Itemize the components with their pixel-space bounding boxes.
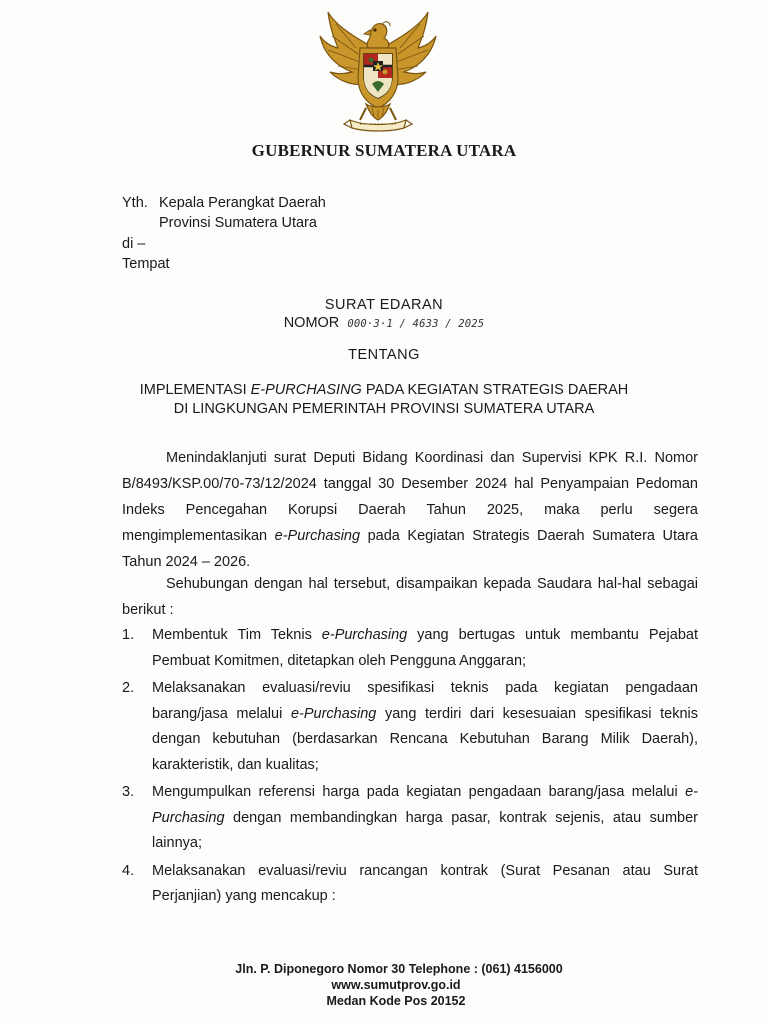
letterhead-footer xyxy=(0,961,768,1009)
document-number xyxy=(0,314,768,334)
document-type-heading: SURAT EDARAN xyxy=(324,297,444,313)
list-item-text: Mengumpulkan referensi harga pada kegiatan pengadaan barang/jasa melalui e-Purchasing dengan membandingkan harga pasar, kontrak sejenis, atau sumber lainnya; xyxy=(152,784,698,851)
instruction-list xyxy=(122,623,698,912)
paragraph-intro-list: Sehubungan dengan hal tersebut, disampaikan kepada Saudara hal-hal sebagai berikut : xyxy=(122,576,698,618)
subject-line2: DI LINGKUNGAN PEMERINTAH PROVINSI SUMATERA UTARA xyxy=(173,401,595,417)
list-item xyxy=(122,780,698,857)
list-item-text: Melaksanakan evaluasi/reviu rancangan kontrak (Surat Pesanan atau Surat Perjanjian) yang mencakup : xyxy=(152,862,698,904)
list-item-number: 3. xyxy=(122,784,135,800)
list-item-number: 1. xyxy=(122,627,135,643)
list-item xyxy=(122,859,698,910)
recipient-label: Yth. xyxy=(122,195,148,211)
subject-line1: IMPLEMENTASI E-PURCHASING PADA KEGIATAN STRATEGIS DAERAH xyxy=(139,382,629,398)
footer-website: www.sumutprov.go.id xyxy=(331,978,461,992)
list-item-number: 2. xyxy=(122,680,135,696)
letterhead-institution: GUBERNUR SUMATERA UTARA xyxy=(251,141,517,160)
document-number-handwritten: 000·3·1 / 4633 / 2025 xyxy=(347,318,485,330)
paragraph-opening: Menindaklanjuti surat Deputi Bidang Koordinasi dan Supervisi KPK R.I. Nomor B/8493/KSP.00/70-73/12/2024 tanggal 30 Desember 2024 hal Penyampaian Pedoman Indeks Pencegahan Korupsi Daerah Tahun 2025, maka perlu segera mengimplementasikan e-Purchasing pada Kegiatan Strategis Daerah Sumatera Utara Tahun 2024 – 2026. xyxy=(122,450,698,570)
recipient-di: di – xyxy=(122,236,146,252)
recipient-block xyxy=(122,193,326,274)
footer-postal-code: Medan Kode Pos 20152 xyxy=(326,994,466,1008)
subject-italic-term: E-PURCHASING xyxy=(250,382,362,398)
list-item xyxy=(122,676,698,778)
recipient-line1: Kepala Perangkat Daerah xyxy=(159,195,326,211)
recipient-line2: Provinsi Sumatera Utara xyxy=(159,215,317,231)
list-item xyxy=(122,623,698,674)
list-item-text: Melaksanakan evaluasi/reviu spesifikasi teknis pada kegiatan pengadaan barang/jasa melalui e-Purchasing yang terdiri dari kesesuaian spesifikasi teknis dengan kebutuhan (berdasarkan Rencana Kebutuhan Barang Milik Daerah), karakteristik, dan kualitas; xyxy=(152,680,699,773)
recipient-tempat: Tempat xyxy=(122,256,170,272)
footer-address: Jln. P. Diponegoro Nomor 30 Telephone : (061) 4156000 xyxy=(235,962,563,976)
subject-heading xyxy=(0,381,768,419)
list-item-number: 4. xyxy=(122,862,135,879)
garuda-pancasila-emblem xyxy=(316,8,440,136)
list-item-text: Membentuk Tim Teknis e-Purchasing yang bertugas untuk membantu Pejabat Pembuat Komitmen, ditetapkan oleh Pengguna Anggaran; xyxy=(152,627,698,669)
tentang-heading: TENTANG xyxy=(348,347,420,363)
document-number-label: NOMOR xyxy=(283,315,340,331)
